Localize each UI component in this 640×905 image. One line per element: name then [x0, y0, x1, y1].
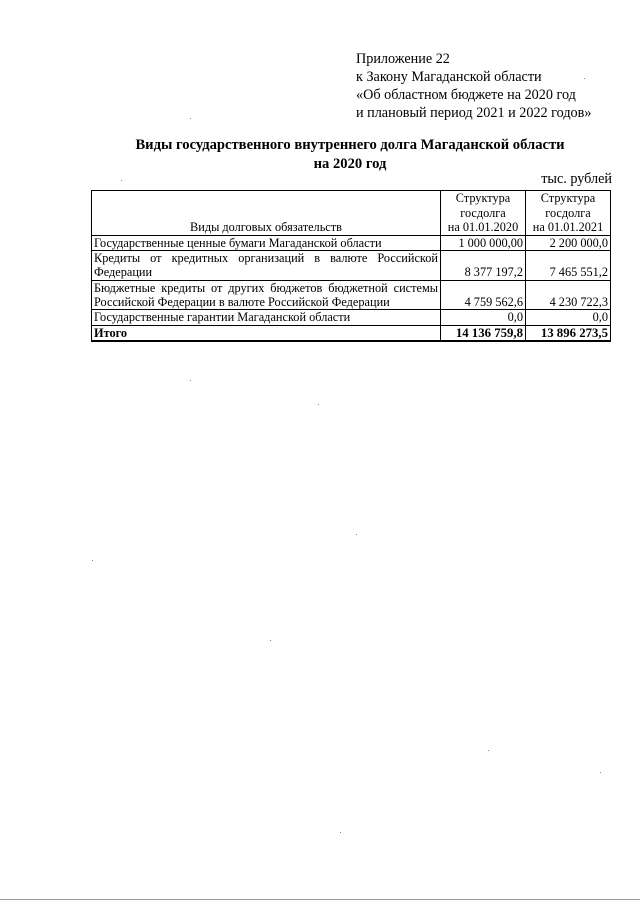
row-value-2021: 7 465 551,2: [526, 251, 611, 281]
units-label: тыс. рублей: [541, 171, 612, 187]
debt-table: [91, 190, 611, 342]
header-2021-line-1: Структура: [540, 191, 596, 205]
header-2020-line-2: госдолга: [460, 205, 506, 220]
title-line-2: на 2020 год: [313, 155, 387, 172]
row-value-2020: 4 759 562,6: [441, 280, 526, 310]
scan-speck: [318, 404, 319, 405]
scan-speck: [121, 180, 122, 181]
scan-speck: [270, 640, 271, 641]
header-debt-type: Виды долговых обязательств: [92, 191, 441, 236]
scan-speck: [190, 118, 191, 119]
appendix-header: [356, 50, 591, 122]
table-total-row: [92, 325, 611, 341]
scan-speck: [600, 772, 601, 773]
appendix-line-1: Приложение 22: [356, 51, 450, 67]
total-label: Итого: [92, 325, 441, 341]
scan-speck: [488, 750, 489, 751]
table-row: [92, 280, 611, 310]
header-structure-2020: [441, 191, 526, 236]
appendix-line-4: и плановый период 2021 и 2022 годов»: [356, 105, 592, 121]
row-type: Бюджетные кредиты от других бюджетов бюджетной системы Российской Федерации в валюте Российской Федерации: [92, 280, 441, 310]
total-value-2021: 13 896 273,5: [526, 325, 611, 341]
scan-speck: [92, 560, 93, 561]
table-row: [92, 235, 611, 250]
title-line-1: Виды государственного внутреннего долга Магаданской области: [135, 137, 565, 153]
document-title: [0, 136, 640, 173]
row-value-2020: 1 000 000,00: [441, 235, 526, 250]
total-value-2020: 14 136 759,8: [441, 325, 526, 341]
row-value-2021: 2 200 000,0: [526, 235, 611, 250]
scan-speck: [356, 534, 357, 535]
header-2021-line-3: на 01.01.2021: [532, 220, 604, 235]
row-value-2021: 0,0: [526, 310, 611, 325]
row-type: Государственные ценные бумаги Магаданской области: [92, 235, 441, 250]
scan-speck: [584, 78, 585, 79]
appendix-line-3: «Об областном бюджете на 2020 год: [356, 87, 576, 103]
scan-edge-line: [0, 899, 640, 900]
header-2020-line-1: Структура: [455, 191, 511, 205]
appendix-line-2: к Закону Магаданской области: [356, 69, 542, 85]
row-value-2020: 0,0: [441, 310, 526, 325]
row-value-2020: 8 377 197,2: [441, 251, 526, 281]
row-value-2021: 4 230 722,3: [526, 280, 611, 310]
header-2021-line-2: госдолга: [545, 205, 591, 220]
table-row: [92, 251, 611, 281]
row-type: Кредиты от кредитных организаций в валюте Российской Федерации: [92, 251, 441, 281]
header-structure-2021: [526, 191, 611, 236]
table-header-row: [92, 191, 611, 236]
scan-speck: [340, 832, 341, 833]
row-type: Государственные гарантии Магаданской области: [92, 310, 441, 325]
header-2020-line-3: на 01.01.2020: [447, 220, 519, 235]
scan-speck: [190, 380, 191, 381]
table-row: [92, 310, 611, 325]
